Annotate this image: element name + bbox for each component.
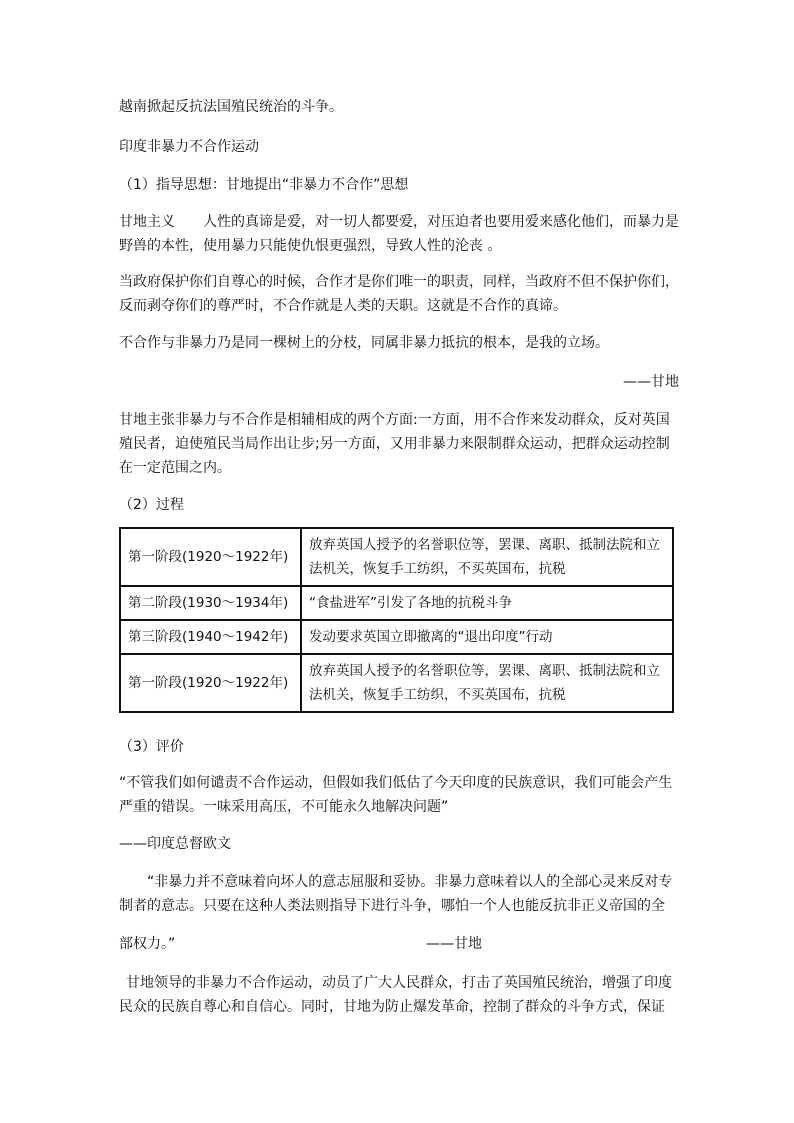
stage-cell: 第二阶段(1930～1934年) xyxy=(120,586,301,620)
text-gandhism: 甘地主义 人性的真谛是爱，对一切人都要爱，对压迫者也要用爱来感化他们，而暴力是野兽的本性，使用暴力只能使仇恨更强烈，导致人性的沦丧 。 xyxy=(119,214,679,254)
text-same-tree: 不合作与非暴力乃是同一棵树上的分枝，同属非暴力抵抗的根本，是我的立场。 xyxy=(119,335,609,351)
quote-gandhi-end: 部权力。” xyxy=(119,936,176,952)
table-row xyxy=(120,586,673,620)
text-gandhi-position: 甘地主张非暴力与不合作是相辅相成的两个方面:一方面，用不合作来发动群众，反对英国殖民者，迫使殖民当局作出让步;另一方面，又用非暴力来限制群众运动，把群众运动控制在一定范围之内。 xyxy=(119,412,670,476)
stage-cell: 第一阶段(1920～1922年) xyxy=(120,654,301,712)
subheading-evaluation: （3）评价 xyxy=(119,739,184,755)
signature-gandhi-1: ——甘地 xyxy=(623,374,679,390)
process-table xyxy=(119,527,674,713)
quote-gandhi-nonviolence: “非暴力并不意味着向坏人的意志屈服和妥协。非暴力意味着以人的全部心灵来反对专制者的意志。只要在这种人类法则指导下进行斗争，哪怕一个人也能反抗非正义帝国的全 xyxy=(119,874,673,914)
text-vietnam: 越南掀起反抗法国殖民统治的斗争。 xyxy=(119,99,343,115)
content-cell: 发动要求英国立即撤离的“退出印度”行动 xyxy=(301,620,673,654)
table-row xyxy=(120,620,673,654)
signature-gandhi-2: ——甘地 xyxy=(426,936,482,952)
content-cell: 放弃英国人授予的名誉职位等，罢课、离职、抵制法院和立法机关，恢复手工纺织，不买英国布，抗税 xyxy=(301,654,673,712)
content-cell: “食盐进军”引发了各地的抗税斗争 xyxy=(301,586,673,620)
section-heading-india: 印度非暴力不合作运动 xyxy=(119,139,259,155)
table-row xyxy=(120,528,673,586)
stage-cell: 第一阶段(1920～1922年) xyxy=(120,528,301,586)
subheading-process: （2）过程 xyxy=(119,497,184,513)
table-row xyxy=(120,654,673,712)
quote-viceroy: “不管我们如何谴责不合作运动，但假如我们低估了今天印度的民族意识，我们可能会产生严重的错误。一味采用高压，不可能永久地解决问题” xyxy=(119,775,673,815)
text-non-cooperation-truth: 当政府保护你们自尊心的时候，合作才是你们唯一的职责，同样，当政府不但不保护你们，反而剥夺你们的尊严时，不合作就是人类的天职。这就是不合作的真谛。 xyxy=(119,274,679,314)
stage-cell: 第三阶段(1940～1942年) xyxy=(120,620,301,654)
signature-viceroy: ——印度总督欧文 xyxy=(119,836,231,852)
content-cell: 放弃英国人授予的名誉职位等，罢课、离职、抵制法院和立法机关，恢复手工纺织，不买英国布，抗税 xyxy=(301,528,673,586)
text-conclusion: 甘地领导的非暴力不合作运动，动员了广大人民群众，打击了英国殖民统治，增强了印度民众的民族自尊心和自信心。同时，甘地为防止爆发革命，控制了群众的斗争方式，保证 xyxy=(119,975,672,1015)
subheading-guiding-thought: （1）指导思想：甘地提出“非暴力不合作”思想 xyxy=(119,177,409,193)
